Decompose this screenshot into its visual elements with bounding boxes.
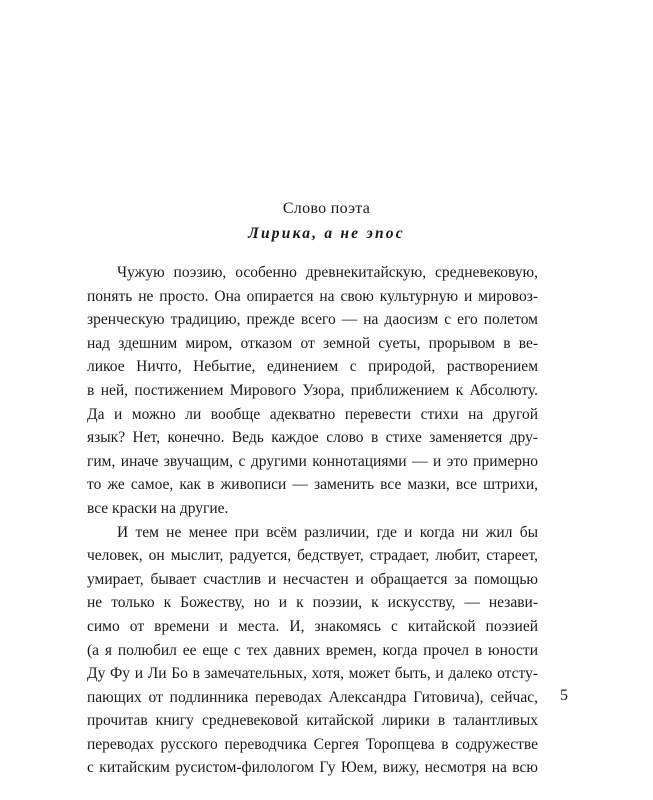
text-line: Да и можно ли вообще адекватно перевести стихи на другой bbox=[87, 405, 538, 423]
text-line: прочитав книгу средневековой китайской лирики в талантливых bbox=[87, 712, 538, 730]
text-line: понять не просто. Она опирается на свою культурную и мировоз- bbox=[87, 287, 538, 305]
text-line: Чужую поэзию, особенно древнекитайскую, средневековую, bbox=[117, 264, 538, 281]
text-line: над здешним миром, отказом от земной суеты, прорывом в ве- bbox=[87, 334, 538, 352]
text-line: пающих от подлинника переводах Александра Гитовича), сейчас, bbox=[87, 688, 538, 706]
text-line: переводах русского переводчика Сергея Торопцева в содружестве bbox=[87, 735, 538, 753]
text-line: то же самое, как в живописи — заменить все мазки, все штрихи, bbox=[87, 476, 538, 494]
text-line: Ду Фу и Ли Бо в замечательных, хотя, может быть, и далеко отсту- bbox=[87, 665, 538, 683]
text-line: в ней, постижением Мирового Узора, приближением к Абсолюту. bbox=[87, 381, 538, 399]
text-line: гим, иначе звучащим, с другими коннотациями — и это примерно bbox=[87, 452, 538, 470]
text-line: И тем не менее при всём различии, где и когда ни жил бы bbox=[117, 523, 538, 541]
text-line: язык? Нет, конечно. Ведь каждое слово в стихе заменяется дру- bbox=[87, 429, 538, 447]
text-line: с китайским русистом-филологом Гу Юем, вижу, несмотря на всю bbox=[87, 759, 538, 777]
page-number: 5 bbox=[560, 687, 568, 704]
text-line: человек, он мыслит, радуется, бедствует, страдает, любит, стареет, bbox=[87, 547, 538, 565]
text-line: симо от времени и места. И, знакомясь с китайской поэзией bbox=[87, 617, 538, 635]
text-line: умирает, бывает счастлив и несчастен и обращается за помощью bbox=[87, 570, 538, 588]
text-line: (а я полюбил ее еще с тех давних времен, когда прочел в юности bbox=[87, 641, 538, 659]
body-text bbox=[87, 261, 538, 780]
text-line: все краски на другие. bbox=[87, 499, 229, 517]
heading-block bbox=[0, 199, 653, 244]
chapter-title: Лирика, а не эпос bbox=[248, 225, 405, 242]
text-line: не только к Божеству, но и к поэзии, к искусству, — незави- bbox=[87, 594, 538, 612]
text-line: ликое Ничто, Небытие, единением с природой, растворением bbox=[87, 358, 538, 376]
text-line: зренческую традицию, прежде всего — на даосизм с его полетом bbox=[87, 311, 538, 329]
section-label: Слово поэта bbox=[282, 200, 371, 217]
